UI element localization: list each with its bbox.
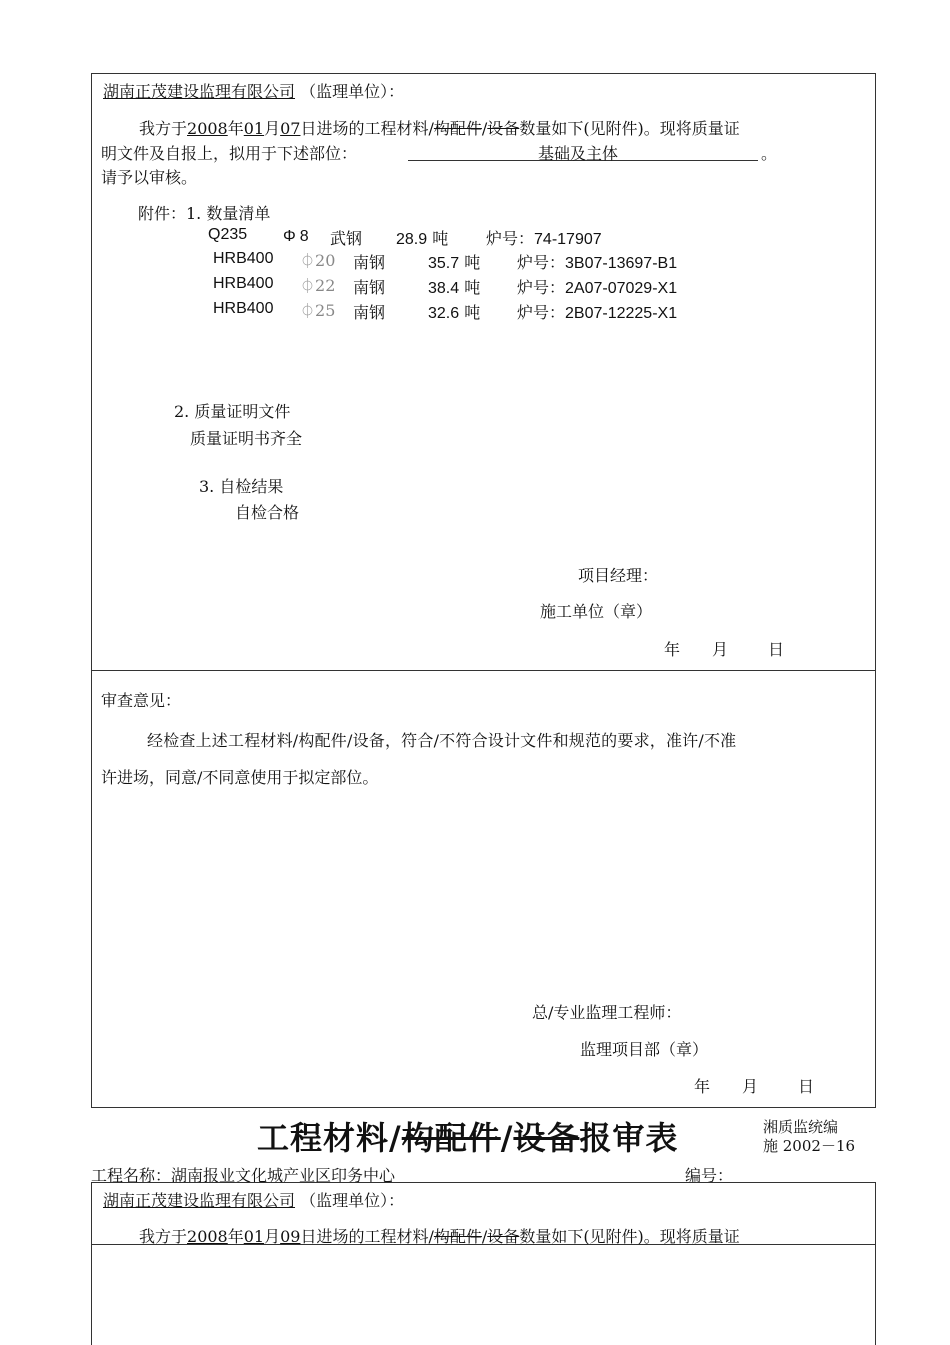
item2-title: 2. 质量证明文件 <box>174 402 291 421</box>
material-mill: 南钢 <box>353 253 386 272</box>
heat-number: 炉号：2B07-12225-X1 <box>517 303 678 322</box>
item3-body: 自检合格 <box>235 503 300 522</box>
bar-size: ⏀22 <box>300 276 336 295</box>
form1-addressee <box>103 79 404 102</box>
entry-month: 01 <box>243 119 265 138</box>
supervision-unit-name: 湖南正茂建设监理有限公司 <box>103 82 296 101</box>
bar-size: ⏀20 <box>300 251 336 270</box>
contractor-date: 年 月 日 <box>664 640 785 659</box>
form-code-line2: 施 2002－16 <box>763 1137 856 1155</box>
form2-title: 工程材料/构配件/设备报审表 <box>257 1119 679 1157</box>
entry-day: 07 <box>280 119 301 138</box>
form2-addressee: 湖南正茂建设监理有限公司 （监理单位）： <box>103 1191 405 1210</box>
material-weight: 38.4 吨 <box>428 278 481 297</box>
period-mark: 。 <box>761 144 778 163</box>
heat-number: 炉号：74-17907 <box>486 229 602 248</box>
item2-body: 质量证明书齐全 <box>190 429 303 448</box>
material-mill: 武钢 <box>330 229 363 248</box>
project-name: 工程名称：湖南报业文化城产业区印务中心 <box>91 1166 396 1185</box>
form1-intro-line1: 我方于2008年01月07日进场的工程材料/构配件/设备数量如下(见附件)。现将质量证 <box>139 119 740 138</box>
struck-components: 构配件 <box>433 119 482 138</box>
review-text-line1: 经检查上述工程材料/构配件/设备，符合/不符合设计文件和规范的要求，准许/不准 <box>147 731 737 750</box>
rebar-grade-icon: ⏀ <box>300 277 316 295</box>
rebar-grade-icon: ⏀ <box>300 252 316 270</box>
material-weight: 32.6 吨 <box>428 303 481 322</box>
item3-title: 3. 自检结果 <box>199 477 284 496</box>
bar-size: Φ 8 <box>283 228 309 245</box>
supervision-unit-suffix: （监理单位）： <box>300 82 405 101</box>
bar-symbol-icon: Φ <box>283 228 296 245</box>
material-weight: 28.9 吨 <box>396 229 449 248</box>
attachment-title: 附件：1. 数量清单 <box>138 204 271 223</box>
material-grade: HRB400 <box>213 250 274 267</box>
review-text-line2: 许进场，同意/不同意使用于拟定部位。 <box>101 768 379 787</box>
bar-size: ⏀25 <box>300 301 336 320</box>
supervision-dept-label: 监理项目部（章） <box>580 1040 709 1059</box>
review-opinion-label: 审查意见： <box>101 691 182 710</box>
rebar-grade-icon: ⏀ <box>300 302 316 320</box>
document-number-label: 编号： <box>685 1166 734 1185</box>
material-grade: Q235 <box>208 226 248 243</box>
entry-year: 2008 <box>187 119 228 138</box>
form1-intro-line3: 请予以审核。 <box>101 168 198 187</box>
material-grade: HRB400 <box>213 275 274 292</box>
form2-intro-line1: 我方于2008年01月09日进场的工程材料/构配件/设备数量如下(见附件)。现将质量证 <box>139 1227 740 1246</box>
material-grade: HRB400 <box>213 300 274 317</box>
struck-equipment: 设备 <box>487 119 520 138</box>
location-field <box>408 141 758 161</box>
supervising-engineer-label: 总/专业监理工程师： <box>532 1003 682 1022</box>
project-manager-label: 项目经理： <box>578 566 659 585</box>
form1-divider <box>91 670 876 671</box>
form-code-line1: 湘质监统编 <box>763 1118 839 1136</box>
supervision-date: 年 月 日 <box>694 1077 815 1096</box>
material-weight: 35.7 吨 <box>428 253 481 272</box>
location-value: 基础及主体 <box>537 144 618 163</box>
material-mill: 南钢 <box>353 303 386 322</box>
heat-number: 炉号：3B07-13697-B1 <box>517 253 678 272</box>
material-mill: 南钢 <box>353 278 386 297</box>
form1-intro-line2: 明文件及自报上，拟用于下述部位： <box>101 144 358 163</box>
heat-number: 炉号：2A07-07029-X1 <box>517 278 678 297</box>
contractor-seal-label: 施工单位（章） <box>540 602 653 621</box>
